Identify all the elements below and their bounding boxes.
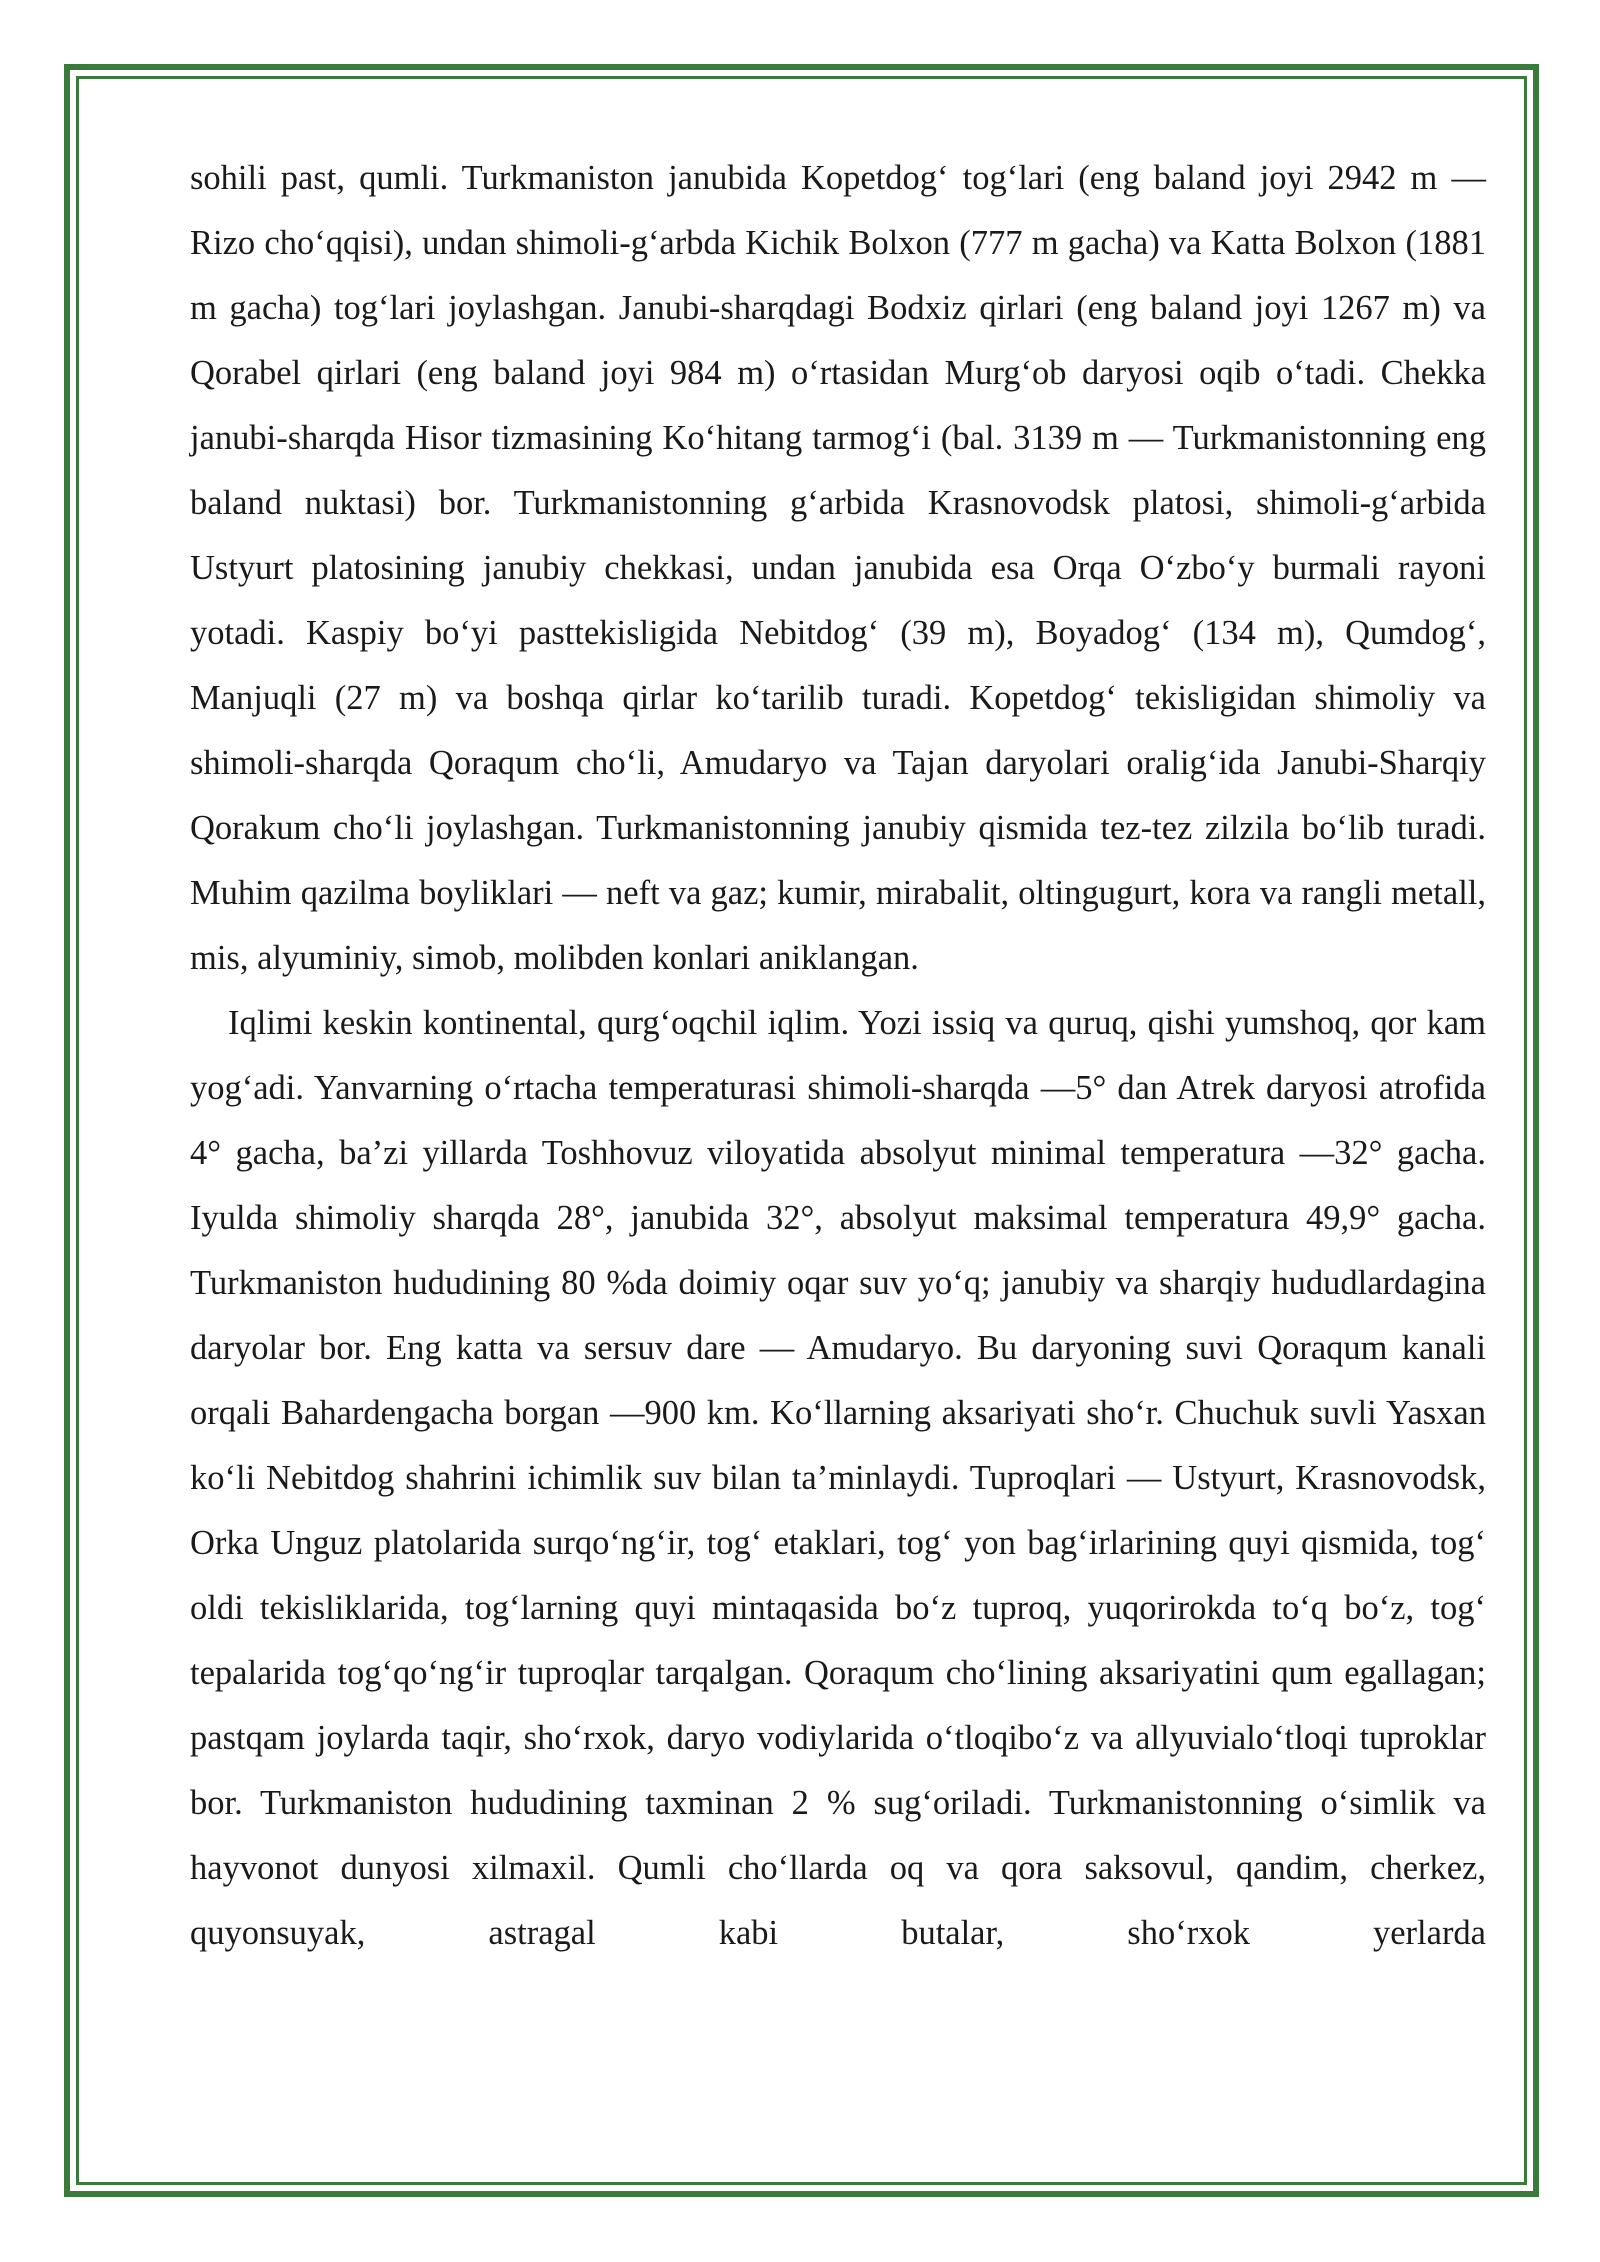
paragraph-climate: Iqlimi keskin kontinental, qurg‘oqchil iqlim. Yozi issiq va quruq, qishi yumshoq, qor kam yog‘adi. Yanvarning o‘rtacha temperaturasi shimoli-sharqda —5° dan Atrek daryosi atrofida 4° gacha, ba’zi yillarda Toshhovuz viloyatida absolyut minimal temperatura —32° gacha. Iyulda shimoliy sharqda 28°, janubida 32°, absolyut maksimal temperatura 49,9° gacha. Turkmaniston hududining 80 %da doimiy oqar suv yo‘q; janubiy va sharqiy hududlardagina daryolar bor. Eng katta va sersuv dare — Amudaryo. Bu daryoning suvi Qoraqum kanali orqali Bahardengacha borgan —900 km. Ko‘llarning aksariyati sho‘r. Chuchuk suvli Yasxan ko‘li Nebitdog shahrini ichimlik suv bilan ta’minlaydi. Tuproqlari — Ustyurt, Krasnovodsk, Orka Unguz platolarida surqo‘ng‘ir, tog‘ etaklari, tog‘ yon bag‘irlarining quyi qismida, tog‘ oldi tekisliklarida, tog‘larning quyi mintaqasida bo‘z tuproq, yuqorirokda to‘q bo‘z, tog‘ tepalarida tog‘qo‘ng‘ir tuproqlar tarqalgan. Qoraqum cho‘lining aksariyatini qum egallagan; pastqam joylarda taqir, sho‘rxok, daryo vodiylarida o‘tloqibo‘z va allyuvialo‘tloqi tuproklar bor. Turkmaniston hududining taxminan 2 % sug‘oriladi. Turkmanistonning o‘simlik va hayvonot dunyosi xilmaxil. Qumli cho‘llarda oq va qora saksovul, qandim, cherkez, quyonsuyak, astragal kabi butalar, sho‘rxok yerlarda bbox=[190, 1004, 1486, 1952]
document-body bbox=[190, 146, 1486, 1966]
paragraph-geography: sohili past, qumli. Turkmaniston janubida Kopetdog‘ tog‘lari (eng baland joyi 2942 m — Rizo cho‘qqisi), undan shimoli-g‘arbda Kichik Bolxon (777 m gacha) va Katta Bolxon (1881 m gacha) tog‘lari joylashgan. Janubi-sharqdagi Bodxiz qirlari (eng baland joyi 1267 m) va Qorabel qirlari (eng baland joyi 984 m) o‘rtasidan Murg‘ob daryosi oqib o‘tadi. Chekka janubi-sharqda Hisor tizmasining Ko‘hitang tarmog‘i (bal. 3139 m — Turkmanistonning eng baland nuktasi) bor. Turkmanistonning g‘arbida Krasnovodsk platosi, shimoli-g‘arbida Ustyurt platosining janubiy chekkasi, undan janubida esa Orqa O‘zbo‘y burmali rayoni yotadi. Kaspiy bo‘yi pasttekisligida Nebitdog‘ (39 m), Boyadog‘ (134 m), Qumdog‘, Manjuqli (27 m) va boshqa qirlar ko‘tarilib turadi. Kopetdog‘ tekisligidan shimoliy va shimoli-sharqda Qoraqum cho‘li, Amudaryo va Tajan daryolari oralig‘ida Janubi-Sharqiy Qorakum cho‘li joylashgan. Turkmanistonning janubiy qismida tez-tez zilzila bo‘lib turadi. Muhim qazilma boyliklari — neft va gaz; kumir, mirabalit, oltingugurt, kora va rangli metall, mis, alyuminiy, simob, molibden konlari aniklangan. bbox=[190, 159, 1486, 977]
